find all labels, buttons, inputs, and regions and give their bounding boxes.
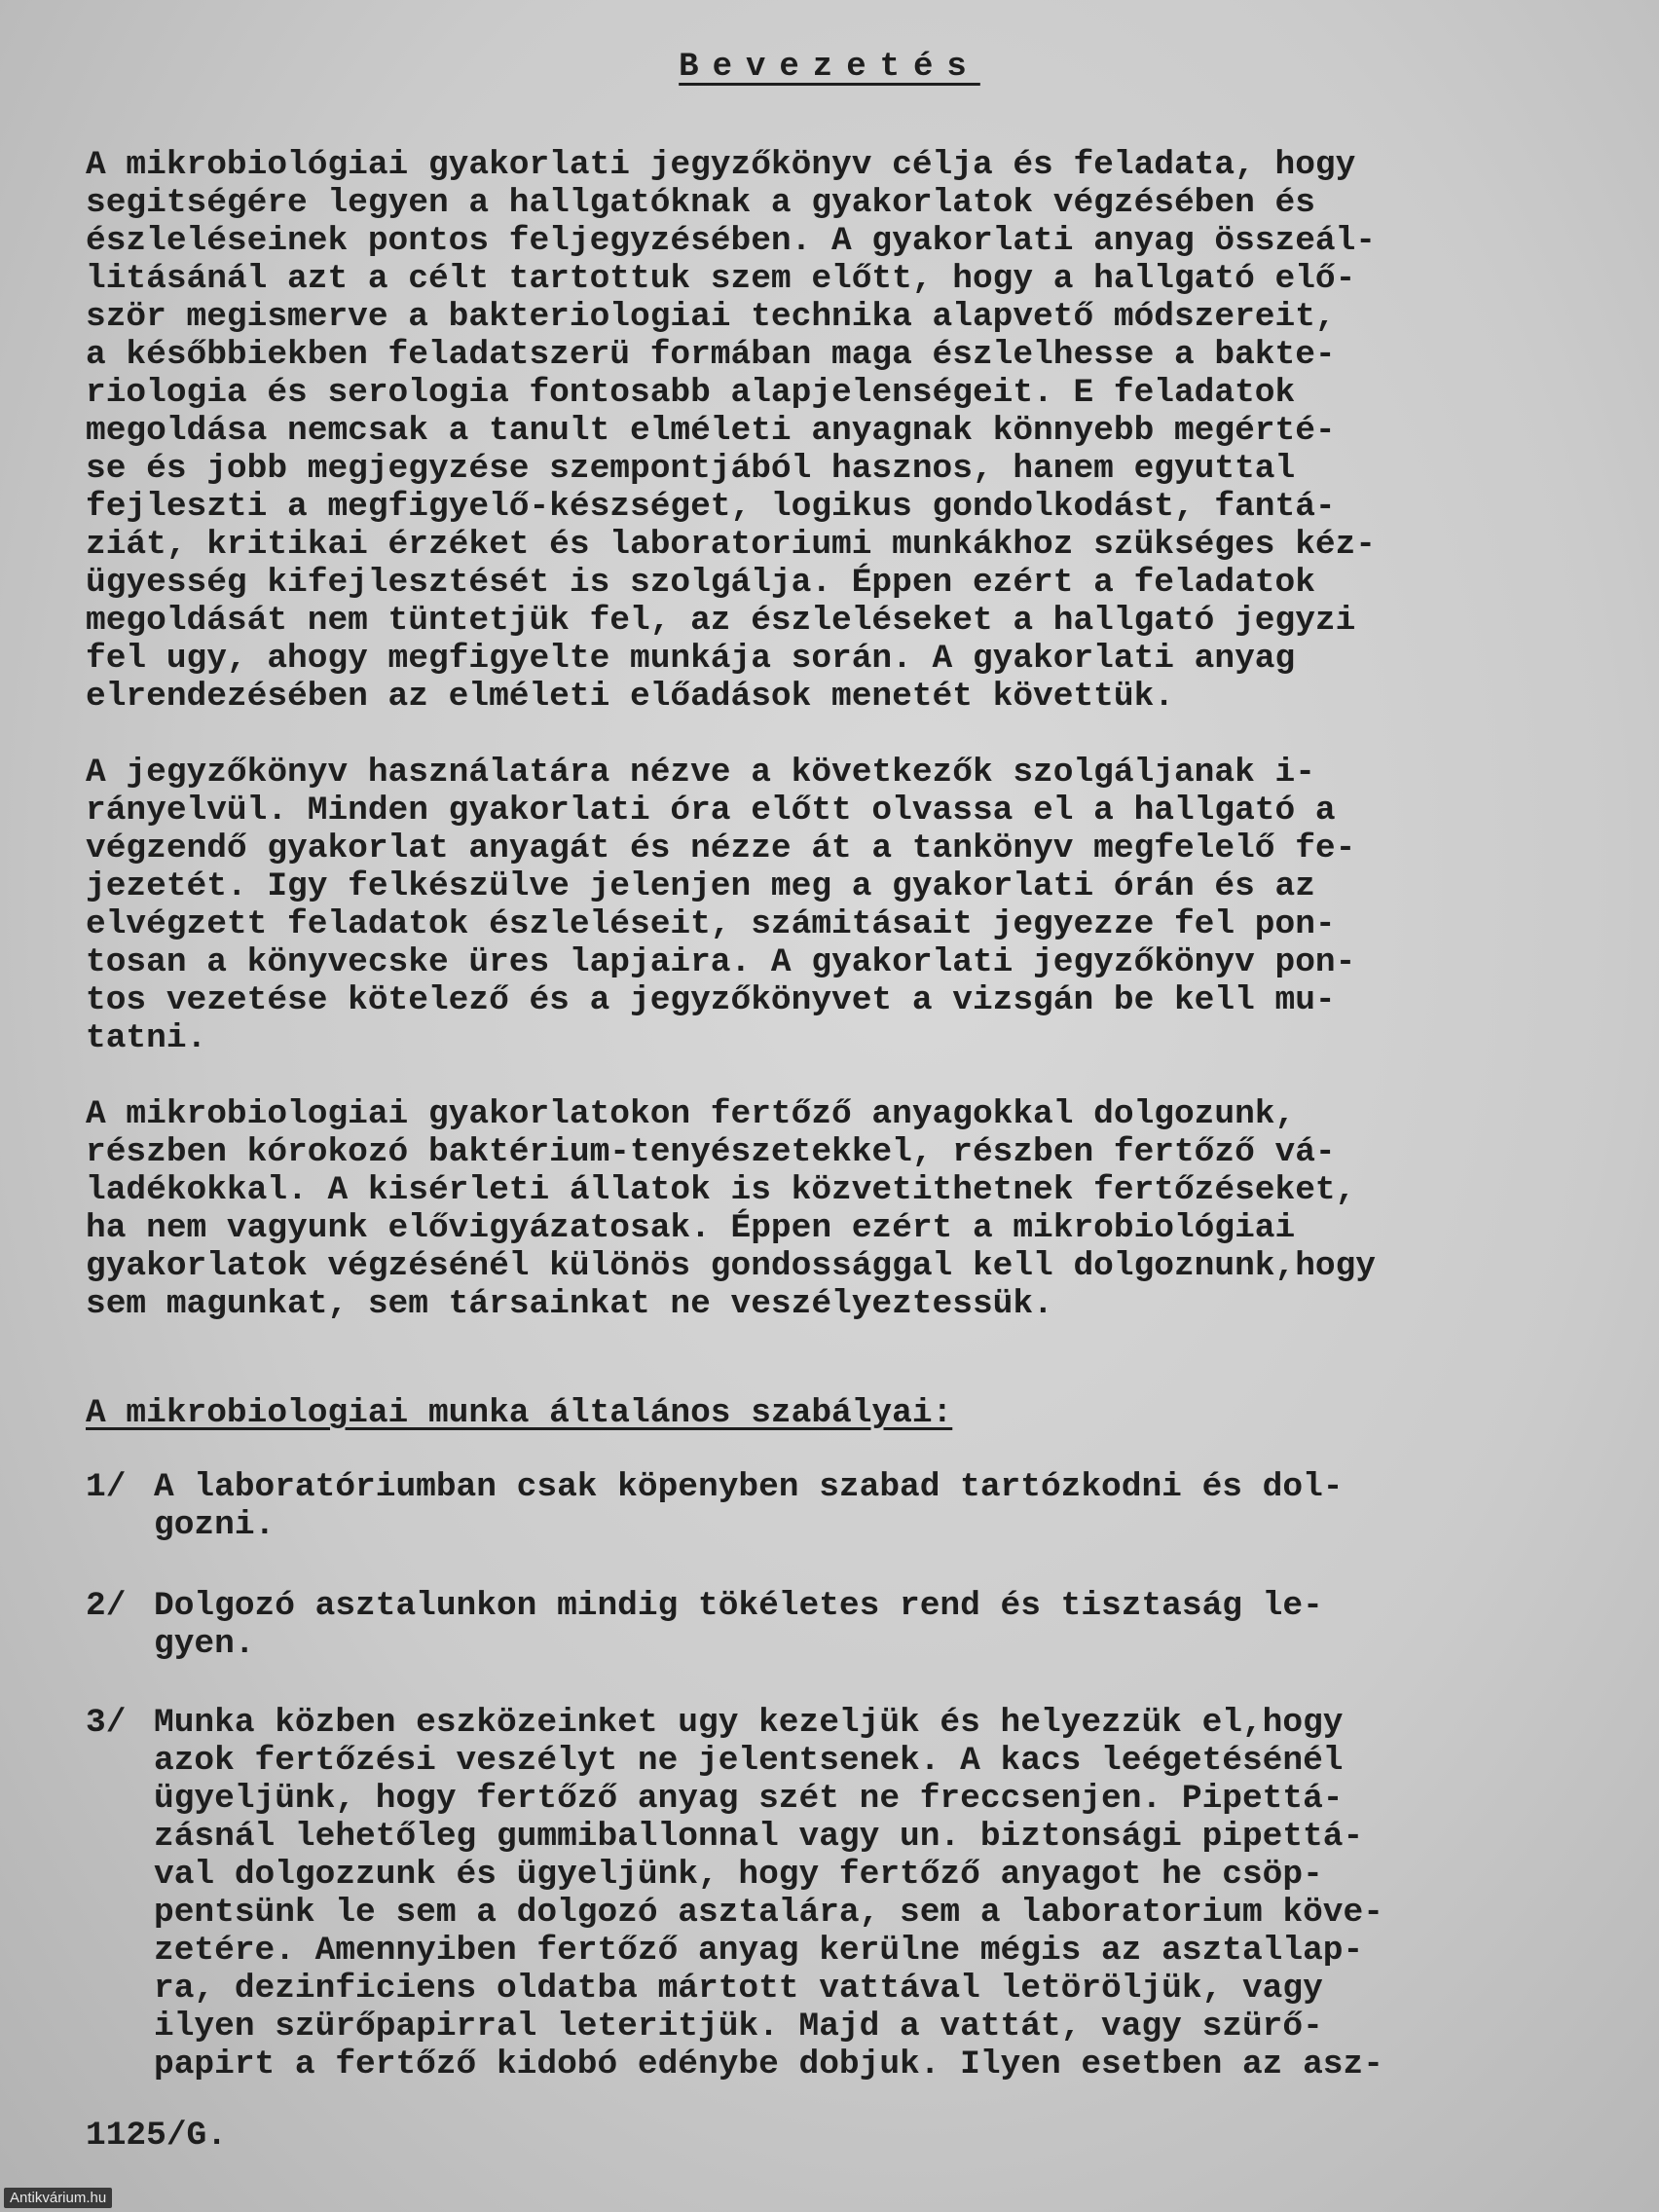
watermark: Antikvárium.hu <box>4 2188 112 2208</box>
intro-paragraph-1: A mikrobiológiai gyakorlati jegyzőkönyv célja és feladata, hogy segitségére legyen a hallgatóknak a gyakorlatok végzésében és észleléseinek pontos feljegyzésében. A gyakorlati anyag összeál- litásánál azt a célt tartottuk szem előtt, hogy a hallgató elő- ször megismerve a bakteriologiai technika alapvető módszereit, a későbbiekben feladatszerü formában maga észlelhesse a bakte- riologia és serologia fontosabb alapjelenségeit. E feladatok megoldása nemcsak a tanult elméleti anyagnak könnyebb megérté- se és jobb megjegyzése szempontjából hasznos, hanem egyuttal fejleszti a megfigyelő-készséget, logikus gondolkodást, fantá- ziát, kritikai érzéket és laboratoriumi munkákhoz szükséges kéz- ügyesség kifejlesztését is szolgálja. Éppen ezért a feladatok megoldását nem tüntetjük fel, az észleléseket a hallgató jegyzi fel ugy, ahogy megfigyelte munkája során. A gyakorlati anyag elrendezésében az elméleti előadások menetét követtük. <box>86 146 1377 716</box>
rule-number: 1/ <box>86 1468 127 1506</box>
page-title: Bevezetés <box>679 49 980 86</box>
rules-heading: A mikrobiologiai munka általános szabályai: <box>86 1394 953 1432</box>
rule-number: 2/ <box>86 1587 127 1625</box>
intro-paragraph-3: A mikrobiologiai gyakorlatokon fertőző anyagokkal dolgozunk, részben kórokozó baktérium-tenyészetekkel, részben fertőző vá- ladékokkal. A kisérleti állatok is közvetithetnek fertőzéseket, ha nem vagyunk elővigyázatosak. Éppen ezért a mikrobiológiai gyakorlatok végzésénél különös gondossággal kell dolgoznunk,hogy sem magunkat, sem társainkat ne veszélyeztessük. <box>86 1095 1377 1323</box>
rule-number: 3/ <box>86 1704 127 1742</box>
rule-text: Dolgozó asztalunkon mindig tökéletes rend és tisztaság le- gyen. <box>154 1587 1323 1663</box>
rule-text: Munka közben eszközeinket ugy kezeljük és helyezzük el,hogy azok fertőzési veszélyt ne jelentsenek. A kacs leégetésénél ügyeljünk, hogy fertőző anyag szét ne freccsenjen. Pipettá- zásnál lehetőleg gummiballonnal vagy un. biztonsági pipettá- val dolgozzunk és ügyeljünk, hogy fertőző anyagot he csöp- pentsünk le sem a dolgozó asztalára, sem a laboratorium köve- zetére. Amennyiben fertőző anyag kerülne mégis az asztallap- ra, dezinficiens oldatba mártott vattával letöröljük, vagy ilyen szürőpapirral leteritjük. Majd a vattát, vagy szürő- papirt a fertőző kidobó edénybe dobjuk. Ilyen esetben az asz- <box>154 1704 1383 2083</box>
rule-item <box>86 1704 1383 2083</box>
rule-text: A laboratóriumban csak köpenyben szabad tartózkodni és dol- gozni. <box>154 1468 1344 1544</box>
footer-code: 1125/G. <box>86 2117 227 2155</box>
intro-paragraph-2: A jegyzőkönyv használatára nézve a következők szolgáljanak i- rányelvül. Minden gyakorlati óra előtt olvassa el a hallgató a végzendő gyakorlat anyagát és nézze át a tankönyv megfelelő fe- jezetét. Igy felkészülve jelenjen meg a gyakorlati órán és az elvégzett feladatok észleléseit, számitásait jegyezze fel pon- tosan a könyvecske üres lapjaira. A gyakorlati jegyzőkönyv pon- tos vezetése kötelező és a jegyzőkönyvet a vizsgán be kell mu- tatni. <box>86 754 1356 1057</box>
